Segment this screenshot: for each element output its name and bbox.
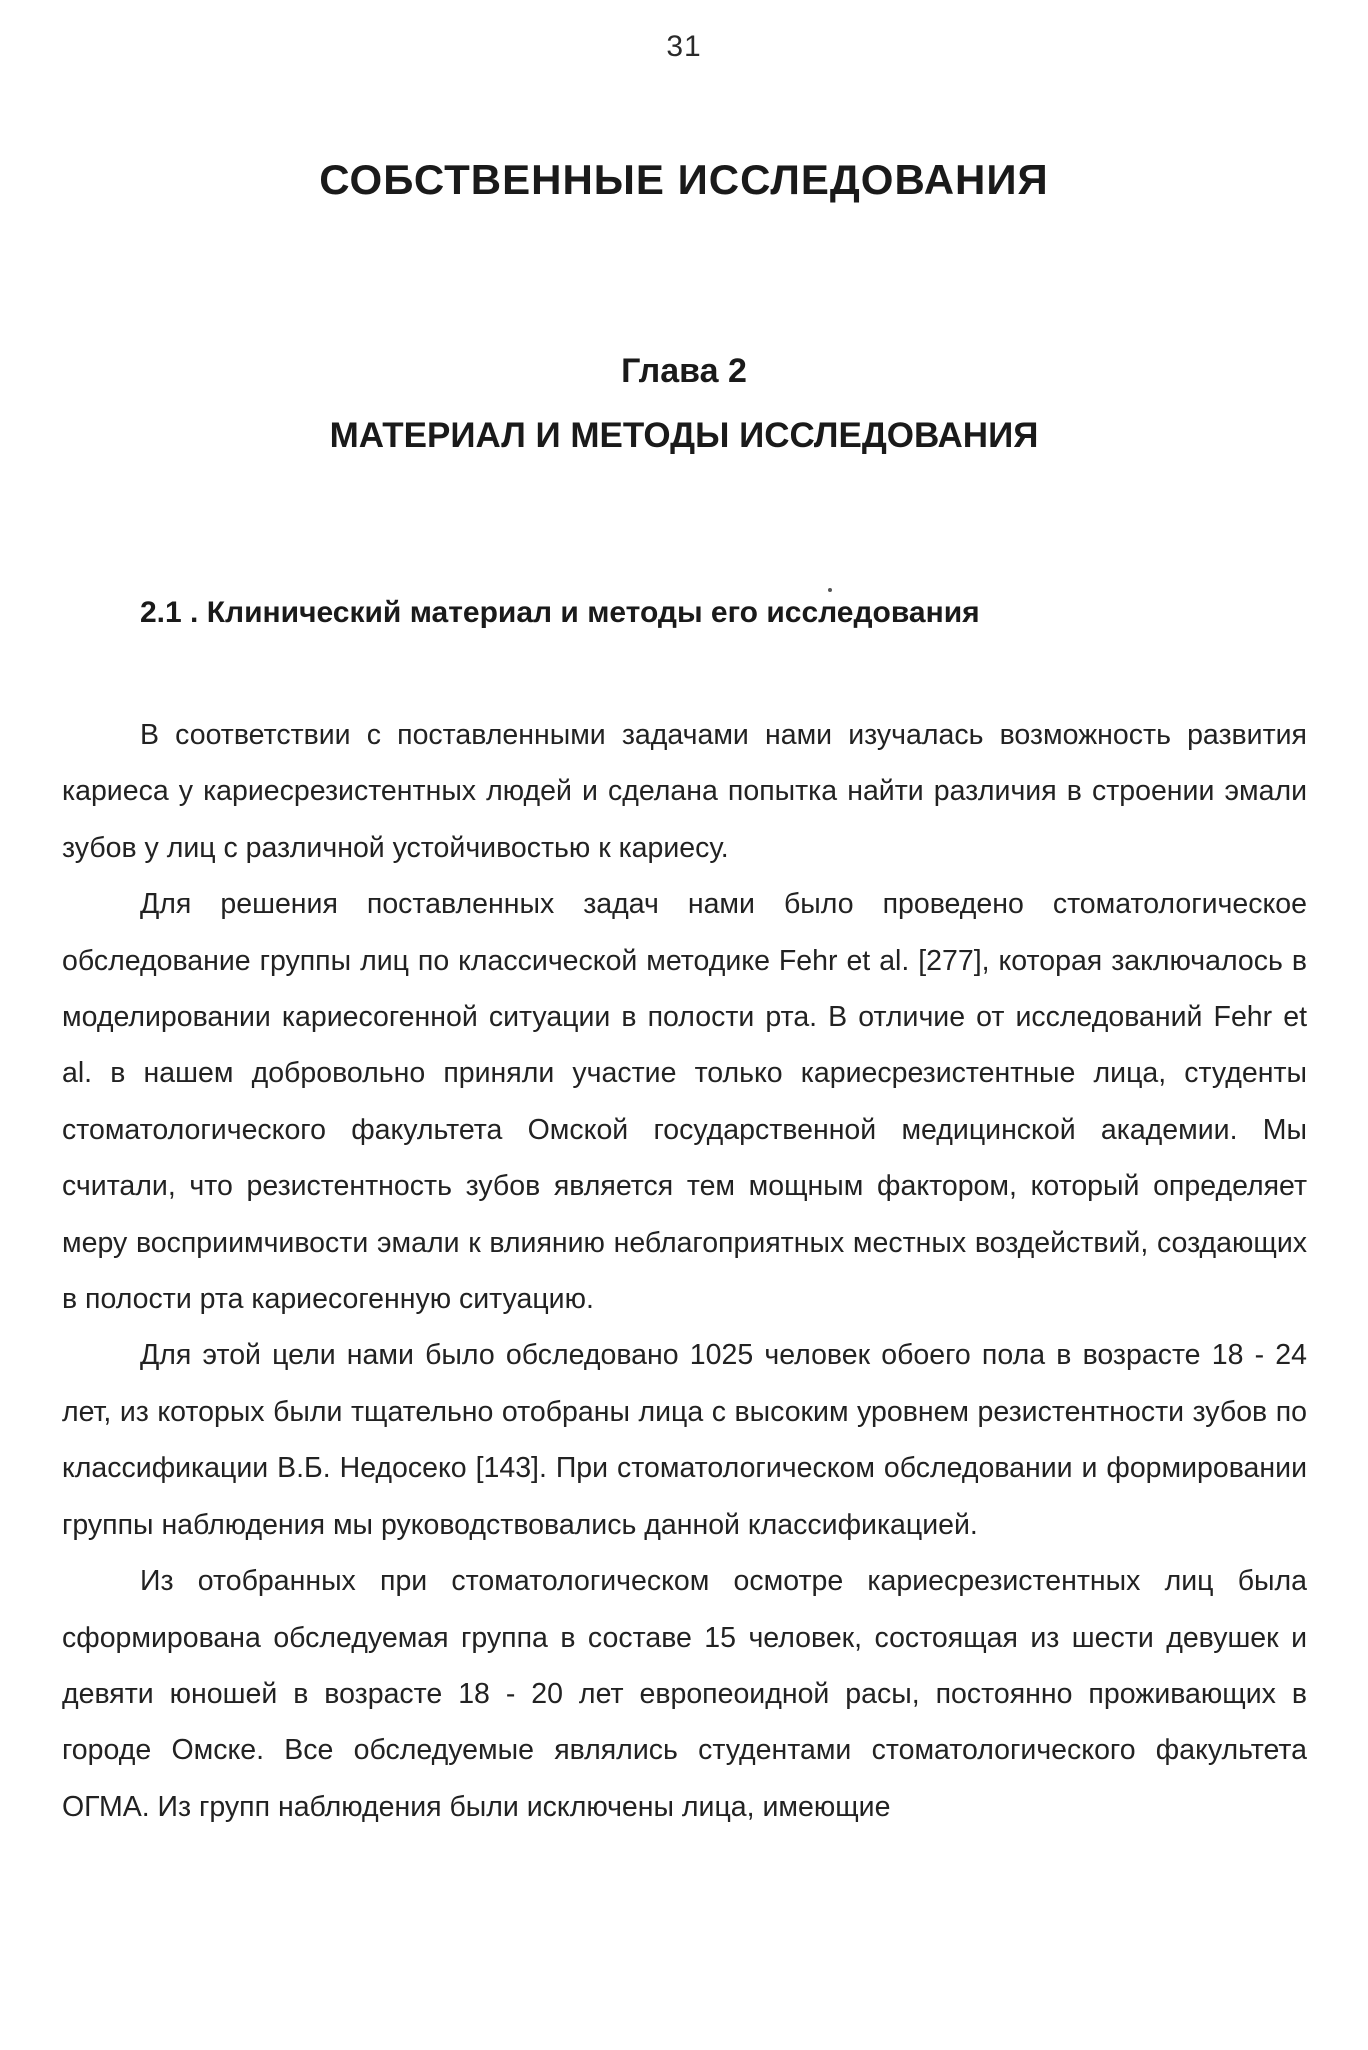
- paragraph: Для решения поставленных задач нами было проведено стоматологическое обследование группы лиц по классической методике Fehr et al. [277], которая заключалось в моделировании кариесогенной ситуации в полости рта. В отличие от исследований Fehr et al. в нашем добровольно приняли участие только кариесрезистентные лица, студенты стоматологического факультета Омской государственной медицинской академии. Мы считали, что резистентность зубов является тем мощным фактором, который определяет меру восприимчивости эмали к влиянию неблагоприятных местных воздействий, создающих в полости рта кариесогенную ситуацию.: [62, 888, 1307, 1316]
- section-heading: 2.1 . Клинический материал и методы его исследования: [140, 596, 980, 629]
- page-number: 31: [666, 30, 702, 63]
- scan-speck: [828, 588, 832, 592]
- chapter-label: Глава 2: [621, 352, 747, 390]
- body-text: [62, 707, 1307, 1835]
- paragraph: В соответствии с поставленными задачами нами изучалась возможность развития кариеса у кариесрезистентных людей и сделана попытка найти различия в строении эмали зубов у лиц с различной устойчивостью к кариесу.: [62, 719, 1307, 864]
- part-title: СОБСТВЕННЫЕ ИССЛЕДОВАНИЯ: [319, 156, 1049, 203]
- paragraph: Из отобранных при стоматологическом осмотре кариесрезистентных лиц была сформирована обследуемая группа в составе 15 человек, состоящая из шести девушек и девяти юношей в возрасте 18 - 20 лет европеоидной расы, постоянно проживающих в городе Омске. Все обследуемые являлись студентами стоматологического факультета ОГМА. Из групп наблюдения были исключены лица, имеющие: [62, 1565, 1307, 1823]
- paragraph: Для этой цели нами было обследовано 1025 человек обоего пола в возрасте 18 - 24 лет, из которых были тщательно отобраны лица с высоким уровнем резистентности зубов по классификации В.Б. Недосеко [143]. При стоматологическом обследовании и формировании группы наблюдения мы руководствовались данной классификацией.: [62, 1339, 1307, 1541]
- chapter-title: МАТЕРИАЛ И МЕТОДЫ ИССЛЕДОВАНИЯ: [329, 416, 1039, 455]
